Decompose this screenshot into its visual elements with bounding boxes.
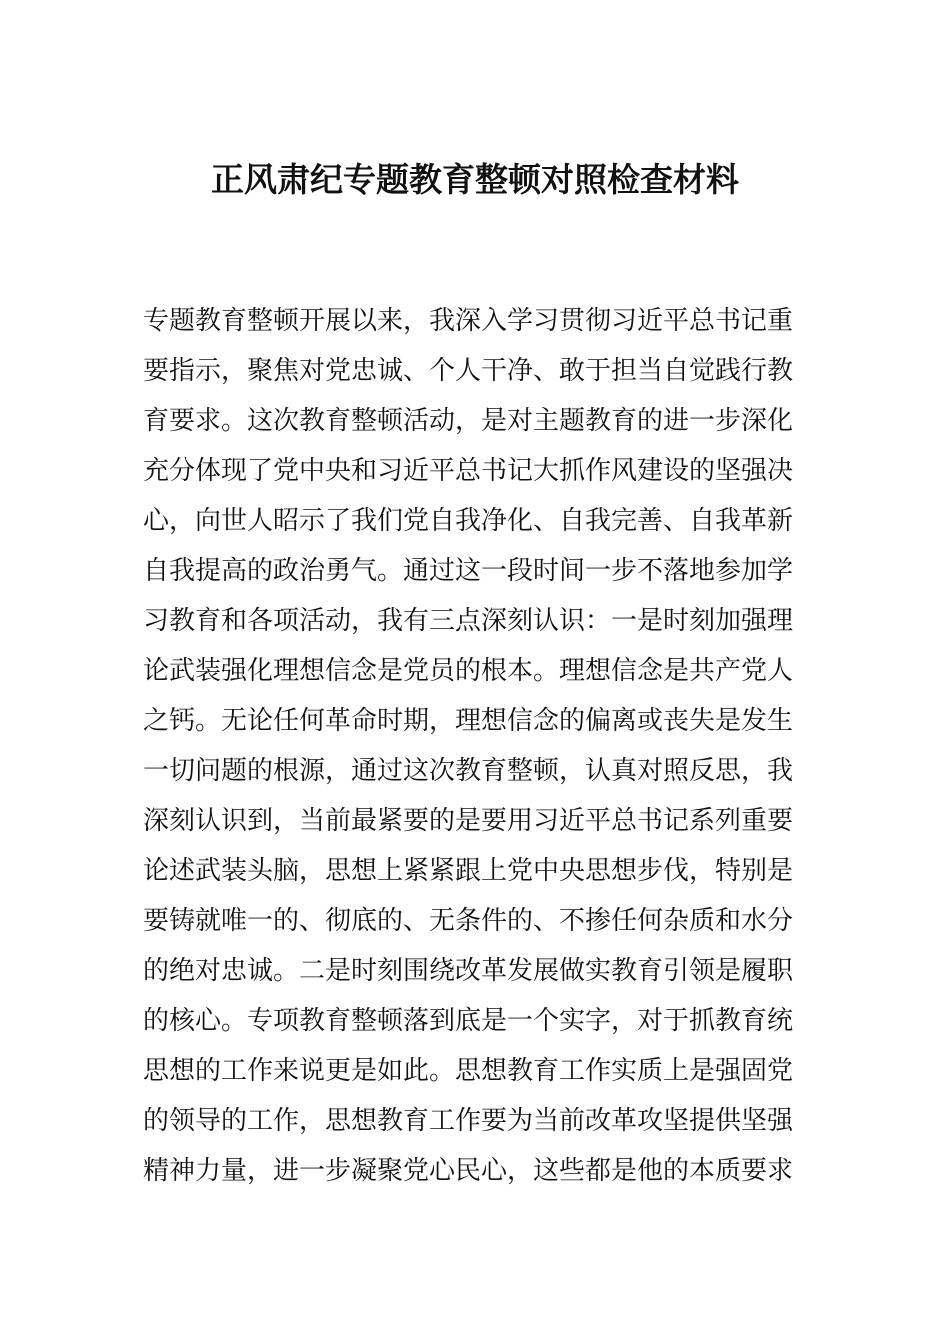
body-line: 的绝对忠诚。二是时刻围绕改革发展做实教育引领是履职 [143, 956, 794, 986]
body-line: 要铸就唯一的、彻底的、无条件的、不掺任何杂质和水分 [143, 906, 794, 936]
body-line: 论述武装头脑，思想上紧紧跟上党中央思想步伐，特别是 [143, 856, 794, 886]
body-line: 习教育和各项活动，我有三点深刻认识：一是时刻加强理 [143, 606, 794, 636]
body-line: 专题教育整顿开展以来，我深入学习贯彻习近平总书记重 [143, 306, 794, 336]
body-line: 充分体现了党中央和习近平总书记大抓作风建设的坚强决 [143, 456, 794, 486]
body-line: 论武装强化理想信念是党员的根本。理想信念是共产党人 [143, 656, 794, 686]
document-body [143, 296, 813, 1196]
body-line: 育要求。这次教育整顿活动，是对主题教育的进一步深化 [143, 406, 794, 436]
document-title: 正风肃纪专题教育整顿对照检查材料 [211, 160, 739, 199]
body-line: 精神力量，进一步凝聚党心民心，这些都是他的本质要求 [143, 1156, 794, 1186]
body-line: 之钙。无论任何革命时期，理想信念的偏离或丧失是发生 [143, 706, 794, 736]
body-line: 心，向世人昭示了我们党自我净化、自我完善、自我革新 [143, 506, 794, 536]
body-line: 的核心。专项教育整顿落到底是一个实字，对于抓教育统 [143, 1006, 794, 1036]
body-line: 自我提高的政治勇气。通过这一段时间一步不落地参加学 [143, 556, 794, 586]
body-line: 的领导的工作，思想教育工作要为当前改革攻坚提供坚强 [143, 1106, 794, 1136]
body-line: 一切问题的根源，通过这次教育整顿，认真对照反思，我 [143, 756, 794, 786]
body-line: 深刻认识到，当前最紧要的是要用习近平总书记系列重要 [143, 806, 794, 836]
body-line: 要指示，聚焦对党忠诚、个人干净、敢于担当自觉践行教 [143, 356, 794, 386]
body-line: 思想的工作来说更是如此。思想教育工作实质上是强固党 [143, 1056, 794, 1086]
